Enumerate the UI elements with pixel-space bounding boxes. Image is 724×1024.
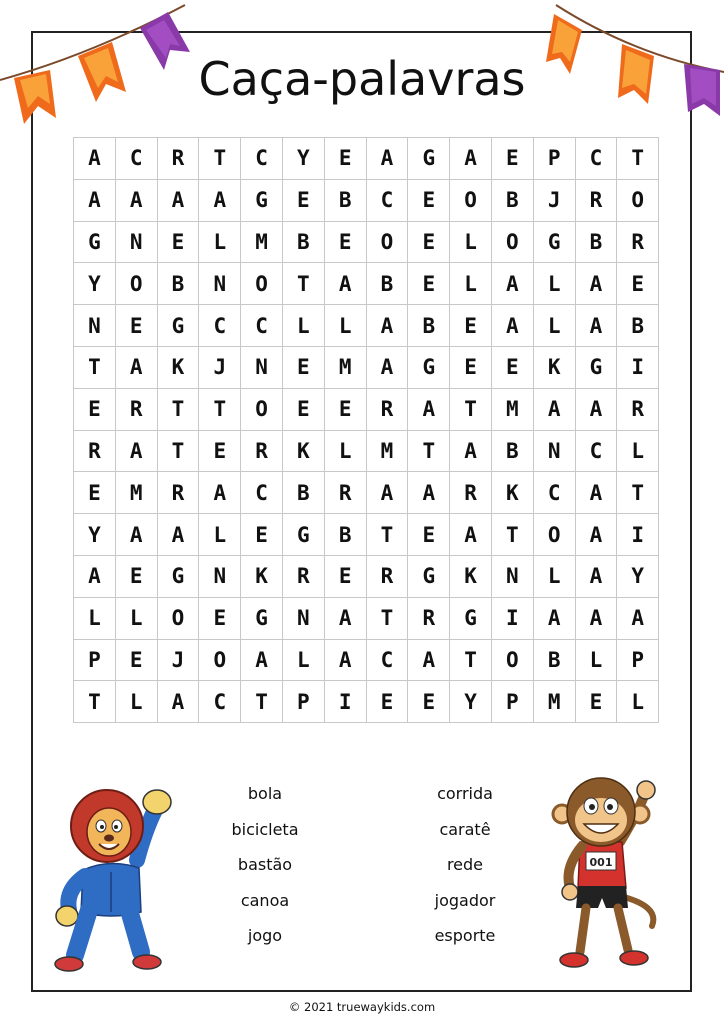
grid-cell[interactable]: E: [408, 180, 450, 222]
grid-cell[interactable]: L: [325, 431, 367, 473]
grid-cell[interactable]: N: [199, 263, 241, 305]
word-list-item: jogo: [247, 926, 283, 945]
grid-cell[interactable]: T: [199, 389, 241, 431]
page-title: Caça-palavras: [198, 52, 526, 106]
grid-cell[interactable]: R: [617, 222, 659, 264]
grid-cell[interactable]: T: [617, 138, 659, 180]
grid-cell[interactable]: C: [199, 305, 241, 347]
grid-cell[interactable]: A: [534, 389, 576, 431]
grid-cell[interactable]: A: [116, 347, 158, 389]
grid-cell[interactable]: I: [617, 347, 659, 389]
word-search-grid: [73, 137, 659, 723]
grid-cell[interactable]: G: [408, 138, 450, 180]
grid-cell[interactable]: A: [408, 472, 450, 514]
grid-cell[interactable]: I: [617, 514, 659, 556]
grid-cell[interactable]: K: [450, 556, 492, 598]
grid-cell[interactable]: M: [116, 472, 158, 514]
grid-cell[interactable]: E: [74, 472, 116, 514]
grid-cell[interactable]: B: [617, 305, 659, 347]
grid-cell[interactable]: E: [241, 514, 283, 556]
word-list-item: caratê: [439, 819, 491, 839]
grid-cell[interactable]: T: [74, 681, 116, 723]
grid-cell[interactable]: E: [74, 389, 116, 431]
grid-cell[interactable]: A: [534, 598, 576, 640]
grid-cell[interactable]: C: [116, 138, 158, 180]
grid-cell[interactable]: A: [617, 598, 659, 640]
grid-cell[interactable]: Y: [617, 556, 659, 598]
grid-cell[interactable]: A: [408, 640, 450, 682]
grid-cell[interactable]: P: [283, 681, 325, 723]
grid-cell[interactable]: A: [158, 681, 200, 723]
grid-cell[interactable]: R: [450, 472, 492, 514]
grid-cell[interactable]: L: [199, 514, 241, 556]
grid-cell[interactable]: A: [492, 305, 534, 347]
grid-cell[interactable]: R: [325, 472, 367, 514]
lion-mascot-illustration: [45, 780, 175, 980]
grid-cell[interactable]: A: [325, 640, 367, 682]
grid-cell[interactable]: A: [116, 431, 158, 473]
grid-cell[interactable]: O: [617, 180, 659, 222]
grid-cell[interactable]: C: [199, 681, 241, 723]
grid-cell[interactable]: A: [367, 305, 409, 347]
grid-cell[interactable]: J: [199, 347, 241, 389]
grid-cell[interactable]: M: [241, 222, 283, 264]
grid-cell[interactable]: B: [283, 472, 325, 514]
word-list-item: bola: [247, 784, 283, 803]
grid-cell[interactable]: N: [492, 556, 534, 598]
grid-cell[interactable]: Y: [450, 681, 492, 723]
grid-cell[interactable]: C: [241, 472, 283, 514]
grid-cell[interactable]: E: [408, 514, 450, 556]
grid-cell[interactable]: L: [534, 305, 576, 347]
grid-cell[interactable]: N: [283, 598, 325, 640]
grid-cell[interactable]: L: [283, 640, 325, 682]
grid-cell[interactable]: E: [492, 347, 534, 389]
grid-cell[interactable]: C: [576, 138, 618, 180]
grid-cell[interactable]: R: [283, 556, 325, 598]
grid-cell[interactable]: P: [492, 681, 534, 723]
word-list-item: bastão: [237, 855, 293, 874]
grid-cell[interactable]: N: [199, 556, 241, 598]
grid-cell[interactable]: E: [158, 222, 200, 264]
grid-cell[interactable]: T: [367, 514, 409, 556]
grid-cell[interactable]: E: [450, 305, 492, 347]
grid-cell[interactable]: B: [367, 263, 409, 305]
grid-cell[interactable]: B: [492, 180, 534, 222]
grid-cell[interactable]: E: [325, 556, 367, 598]
grid-cell[interactable]: G: [450, 598, 492, 640]
copyright-footer: © 2021 truewaykids.com: [288, 1000, 436, 1014]
grid-cell[interactable]: M: [534, 681, 576, 723]
grid-cell[interactable]: J: [158, 640, 200, 682]
grid-cell[interactable]: E: [617, 263, 659, 305]
grid-cell[interactable]: C: [367, 640, 409, 682]
word-list-item: canoa: [240, 890, 290, 910]
grid-cell[interactable]: E: [116, 640, 158, 682]
grid-cell[interactable]: N: [534, 431, 576, 473]
grid-cell[interactable]: O: [116, 263, 158, 305]
grid-cell[interactable]: Y: [74, 263, 116, 305]
grid-cell[interactable]: P: [617, 640, 659, 682]
grid-cell[interactable]: G: [283, 514, 325, 556]
grid-cell[interactable]: A: [576, 263, 618, 305]
grid-cell[interactable]: R: [74, 431, 116, 473]
grid-cell[interactable]: N: [241, 347, 283, 389]
grid-cell[interactable]: T: [367, 598, 409, 640]
grid-cell[interactable]: L: [199, 222, 241, 264]
grid-cell[interactable]: O: [492, 640, 534, 682]
grid-cell[interactable]: A: [116, 514, 158, 556]
grid-cell[interactable]: T: [492, 514, 534, 556]
grid-cell[interactable]: L: [534, 556, 576, 598]
grid-cell[interactable]: A: [408, 389, 450, 431]
grid-cell[interactable]: E: [283, 389, 325, 431]
word-list-item: rede: [446, 855, 484, 874]
grid-cell[interactable]: A: [576, 598, 618, 640]
grid-cell[interactable]: A: [576, 514, 618, 556]
grid-cell[interactable]: K: [241, 556, 283, 598]
grid-cell[interactable]: B: [534, 640, 576, 682]
grid-cell[interactable]: T: [283, 263, 325, 305]
grid-cell[interactable]: B: [325, 180, 367, 222]
grid-cell[interactable]: O: [241, 389, 283, 431]
grid-cell[interactable]: E: [492, 138, 534, 180]
grid-cell[interactable]: G: [408, 347, 450, 389]
grid-cell[interactable]: N: [116, 222, 158, 264]
grid-cell[interactable]: T: [241, 681, 283, 723]
grid-cell[interactable]: M: [492, 389, 534, 431]
grid-cell[interactable]: A: [325, 263, 367, 305]
grid-cell[interactable]: A: [116, 180, 158, 222]
grid-cell[interactable]: G: [74, 222, 116, 264]
grid-cell[interactable]: R: [158, 138, 200, 180]
grid-cell[interactable]: P: [534, 138, 576, 180]
grid-cell[interactable]: C: [367, 180, 409, 222]
grid-cell[interactable]: G: [158, 556, 200, 598]
grid-cell[interactable]: Y: [283, 138, 325, 180]
grid-cell[interactable]: G: [576, 347, 618, 389]
grid-cell[interactable]: L: [450, 222, 492, 264]
grid-cell[interactable]: E: [576, 681, 618, 723]
word-list-right: [385, 782, 545, 960]
grid-cell[interactable]: A: [74, 180, 116, 222]
grid-cell[interactable]: M: [367, 431, 409, 473]
grid-cell[interactable]: R: [158, 472, 200, 514]
grid-cell[interactable]: R: [241, 431, 283, 473]
grid-cell[interactable]: E: [325, 138, 367, 180]
grid-cell[interactable]: E: [367, 681, 409, 723]
grid-cell[interactable]: E: [450, 347, 492, 389]
grid-cell[interactable]: L: [116, 598, 158, 640]
grid-cell[interactable]: E: [116, 305, 158, 347]
grid-cell[interactable]: K: [534, 347, 576, 389]
grid-cell[interactable]: A: [367, 347, 409, 389]
grid-cell[interactable]: B: [576, 222, 618, 264]
grid-cell[interactable]: R: [408, 598, 450, 640]
grid-cell[interactable]: O: [492, 222, 534, 264]
grid-cell[interactable]: I: [325, 681, 367, 723]
grid-cell[interactable]: A: [199, 472, 241, 514]
grid-cell[interactable]: B: [158, 263, 200, 305]
grid-cell[interactable]: A: [241, 640, 283, 682]
grid-cell[interactable]: K: [492, 472, 534, 514]
grid-cell[interactable]: A: [450, 514, 492, 556]
monkey-mascot-illustration: [540, 776, 670, 976]
grid-cell[interactable]: E: [116, 556, 158, 598]
grid-cell[interactable]: O: [450, 180, 492, 222]
grid-cell[interactable]: G: [241, 598, 283, 640]
grid-cell[interactable]: B: [408, 305, 450, 347]
word-list-item: esporte: [434, 926, 496, 945]
grid-cell[interactable]: A: [450, 138, 492, 180]
grid-cell[interactable]: E: [325, 222, 367, 264]
grid-cell[interactable]: A: [325, 598, 367, 640]
grid-cell[interactable]: R: [367, 389, 409, 431]
grid-cell[interactable]: E: [408, 222, 450, 264]
grid-cell[interactable]: O: [241, 263, 283, 305]
grid-cell[interactable]: L: [450, 263, 492, 305]
grid-cell[interactable]: E: [408, 681, 450, 723]
grid-cell[interactable]: T: [408, 431, 450, 473]
grid-cell[interactable]: R: [576, 180, 618, 222]
grid-cell[interactable]: C: [534, 472, 576, 514]
grid-cell[interactable]: K: [283, 431, 325, 473]
grid-cell[interactable]: E: [199, 431, 241, 473]
grid-cell[interactable]: B: [492, 431, 534, 473]
grid-cell[interactable]: L: [116, 681, 158, 723]
grid-cell[interactable]: G: [408, 556, 450, 598]
grid-cell[interactable]: L: [74, 598, 116, 640]
grid-cell[interactable]: L: [576, 640, 618, 682]
grid-cell[interactable]: B: [283, 222, 325, 264]
svg-text:001: 001: [589, 856, 613, 869]
grid-cell[interactable]: L: [534, 263, 576, 305]
grid-cell[interactable]: B: [325, 514, 367, 556]
grid-cell[interactable]: R: [367, 556, 409, 598]
grid-cell[interactable]: O: [158, 598, 200, 640]
grid-cell[interactable]: T: [158, 431, 200, 473]
grid-cell[interactable]: A: [74, 138, 116, 180]
grid-cell[interactable]: L: [617, 681, 659, 723]
grid-cell[interactable]: Y: [74, 514, 116, 556]
grid-cell[interactable]: L: [283, 305, 325, 347]
grid-cell[interactable]: A: [158, 514, 200, 556]
word-list-item: jogador: [434, 890, 496, 910]
grid-cell[interactable]: T: [450, 389, 492, 431]
grid-cell[interactable]: C: [576, 431, 618, 473]
grid-cell[interactable]: T: [450, 640, 492, 682]
grid-cell[interactable]: C: [241, 138, 283, 180]
grid-cell[interactable]: O: [367, 222, 409, 264]
grid-cell[interactable]: A: [158, 180, 200, 222]
grid-cell[interactable]: O: [534, 514, 576, 556]
grid-cell[interactable]: T: [158, 389, 200, 431]
grid-cell[interactable]: G: [241, 180, 283, 222]
grid-cell[interactable]: A: [576, 472, 618, 514]
grid-cell[interactable]: T: [617, 472, 659, 514]
grid-cell[interactable]: A: [576, 389, 618, 431]
grid-cell[interactable]: K: [158, 347, 200, 389]
grid-cell[interactable]: E: [283, 347, 325, 389]
word-list-item: corrida: [437, 784, 493, 803]
grid-cell[interactable]: A: [367, 138, 409, 180]
grid-cell[interactable]: A: [576, 556, 618, 598]
grid-cell[interactable]: O: [199, 640, 241, 682]
grid-cell[interactable]: E: [408, 263, 450, 305]
grid-cell[interactable]: C: [241, 305, 283, 347]
word-list-item: bicicleta: [231, 819, 299, 839]
grid-cell[interactable]: A: [367, 472, 409, 514]
grid-cell[interactable]: E: [283, 180, 325, 222]
grid-cell[interactable]: M: [325, 347, 367, 389]
grid-cell[interactable]: L: [617, 431, 659, 473]
grid-cell[interactable]: J: [534, 180, 576, 222]
grid-cell[interactable]: A: [576, 305, 618, 347]
grid-cell[interactable]: G: [534, 222, 576, 264]
grid-cell[interactable]: A: [199, 180, 241, 222]
grid-cell[interactable]: R: [617, 389, 659, 431]
grid-cell[interactable]: T: [74, 347, 116, 389]
grid-cell[interactable]: T: [199, 138, 241, 180]
word-list-left: [185, 782, 345, 960]
grid-cell[interactable]: N: [74, 305, 116, 347]
grid-cell[interactable]: A: [74, 556, 116, 598]
grid-cell[interactable]: E: [199, 598, 241, 640]
grid-cell[interactable]: R: [116, 389, 158, 431]
grid-cell[interactable]: A: [450, 431, 492, 473]
grid-cell[interactable]: G: [158, 305, 200, 347]
grid-cell[interactable]: L: [325, 305, 367, 347]
grid-cell[interactable]: E: [325, 389, 367, 431]
grid-cell[interactable]: A: [492, 263, 534, 305]
grid-cell[interactable]: P: [74, 640, 116, 682]
grid-cell[interactable]: I: [492, 598, 534, 640]
